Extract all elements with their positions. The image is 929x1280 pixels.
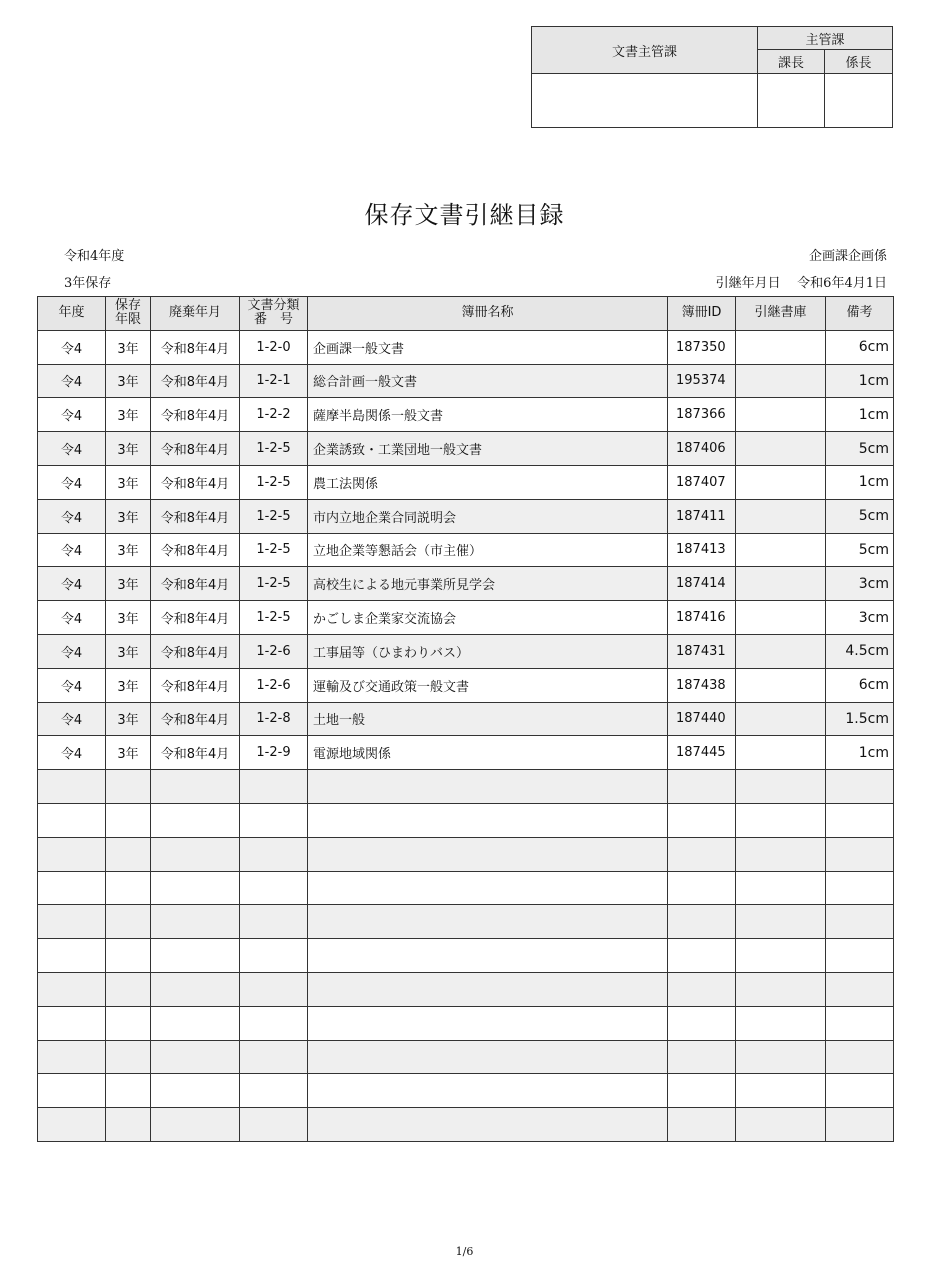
cell-name: かごしま企業家交流協会 <box>308 601 668 635</box>
transfer-date-value: 令和6年4月1日 <box>797 276 887 291</box>
cell-class: 1-2-0 <box>240 330 308 364</box>
transfer-list-table <box>37 296 894 1142</box>
cell-storage <box>736 871 826 905</box>
cell-disposal: 令和8年4月 <box>151 601 240 635</box>
cell-disposal: 令和8年4月 <box>151 736 240 770</box>
cell-id: 187411 <box>668 499 736 533</box>
cell-period <box>106 1006 151 1040</box>
cell-year <box>38 905 106 939</box>
cell-name: 運輸及び交通政策一般文書 <box>308 668 668 702</box>
cell-year: 令4 <box>38 398 106 432</box>
section-chief-label: 課長 <box>758 50 825 74</box>
transfer-date <box>716 272 887 291</box>
cell-storage <box>736 1108 826 1142</box>
cell-id: 187406 <box>668 432 736 466</box>
cell-storage <box>736 634 826 668</box>
cell-disposal: 令和8年4月 <box>151 364 240 398</box>
cell-storage <box>736 601 826 635</box>
cell-storage <box>736 432 826 466</box>
cell-year <box>38 1006 106 1040</box>
sub-chief-stamp-cell <box>825 74 893 128</box>
cell-disposal <box>151 1108 240 1142</box>
cell-id <box>668 1108 736 1142</box>
cell-name: 立地企業等懇話会（市主催） <box>308 533 668 567</box>
cell-disposal <box>151 871 240 905</box>
cell-note <box>826 1006 894 1040</box>
cell-note <box>826 770 894 804</box>
cell-note: 1cm <box>826 398 894 432</box>
cell-period <box>106 1074 151 1108</box>
cell-year: 令4 <box>38 465 106 499</box>
cell-name <box>308 1040 668 1074</box>
cell-class <box>240 905 308 939</box>
cell-year: 令4 <box>38 668 106 702</box>
table-row <box>38 330 894 364</box>
cell-name: 市内立地企業合同説明会 <box>308 499 668 533</box>
table-row <box>38 398 894 432</box>
table-row <box>38 1074 894 1108</box>
cell-disposal <box>151 803 240 837</box>
cell-year <box>38 837 106 871</box>
cell-storage <box>736 939 826 973</box>
table-row <box>38 905 894 939</box>
cell-id <box>668 803 736 837</box>
cell-disposal: 令和8年4月 <box>151 702 240 736</box>
cell-storage <box>736 770 826 804</box>
table-row <box>38 634 894 668</box>
table-row <box>38 972 894 1006</box>
cell-name: 工事届等（ひまわりバス） <box>308 634 668 668</box>
cell-disposal: 令和8年4月 <box>151 499 240 533</box>
cell-class <box>240 803 308 837</box>
cell-id <box>668 770 736 804</box>
cell-year: 令4 <box>38 736 106 770</box>
table-row <box>38 601 894 635</box>
cell-name <box>308 871 668 905</box>
cell-id <box>668 972 736 1006</box>
cell-id: 187350 <box>668 330 736 364</box>
cell-disposal <box>151 972 240 1006</box>
col-header-name: 簿冊名称 <box>308 297 668 331</box>
cell-note: 1cm <box>826 736 894 770</box>
cell-name <box>308 770 668 804</box>
table-row <box>38 736 894 770</box>
cell-period: 3年 <box>106 567 151 601</box>
cell-note: 1.5cm <box>826 702 894 736</box>
cell-name: 企業誘致・工業団地一般文書 <box>308 432 668 466</box>
department: 企画課企画係 <box>808 249 887 264</box>
cell-year <box>38 803 106 837</box>
cell-class: 1-2-6 <box>240 634 308 668</box>
cell-note <box>826 871 894 905</box>
transfer-date-label: 引継年月日 <box>715 276 781 291</box>
cell-period: 3年 <box>106 736 151 770</box>
col-header-class: 文書分類 番 号 <box>240 297 308 331</box>
table-row <box>38 499 894 533</box>
cell-disposal <box>151 1040 240 1074</box>
col-header-note: 備考 <box>826 297 894 331</box>
cell-period: 3年 <box>106 432 151 466</box>
cell-class: 1-2-1 <box>240 364 308 398</box>
cell-year <box>38 939 106 973</box>
cell-class: 1-2-5 <box>240 432 308 466</box>
cell-period: 3年 <box>106 601 151 635</box>
cell-note <box>826 1108 894 1142</box>
cell-storage <box>736 1074 826 1108</box>
cell-note: 6cm <box>826 668 894 702</box>
cell-period: 3年 <box>106 465 151 499</box>
cell-note: 1cm <box>826 465 894 499</box>
cell-name <box>308 905 668 939</box>
cell-note <box>826 837 894 871</box>
cell-name: 土地一般 <box>308 702 668 736</box>
cell-disposal <box>151 837 240 871</box>
table-row <box>38 939 894 973</box>
cell-year: 令4 <box>38 330 106 364</box>
cell-storage <box>736 1006 826 1040</box>
cell-class <box>240 939 308 973</box>
cell-class <box>240 972 308 1006</box>
cell-storage <box>736 465 826 499</box>
cell-note: 1cm <box>826 364 894 398</box>
cell-period: 3年 <box>106 398 151 432</box>
cell-id: 187416 <box>668 601 736 635</box>
cell-class <box>240 1108 308 1142</box>
col-header-disposal: 廃棄年月 <box>151 297 240 331</box>
cell-period <box>106 803 151 837</box>
cell-id: 187431 <box>668 634 736 668</box>
table-row <box>38 803 894 837</box>
cell-id: 187445 <box>668 736 736 770</box>
cell-class: 1-2-6 <box>240 668 308 702</box>
cell-id <box>668 1074 736 1108</box>
cell-class: 1-2-9 <box>240 736 308 770</box>
cell-note: 6cm <box>826 330 894 364</box>
table-row <box>38 364 894 398</box>
doc-manager-dept-label: 文書主管課 <box>532 27 758 74</box>
section-chief-stamp-cell <box>758 74 825 128</box>
cell-disposal: 令和8年4月 <box>151 465 240 499</box>
cell-storage <box>736 837 826 871</box>
cell-period <box>106 1108 151 1142</box>
cell-period: 3年 <box>106 702 151 736</box>
cell-note: 5cm <box>826 533 894 567</box>
cell-storage <box>736 364 826 398</box>
cell-note: 4.5cm <box>826 634 894 668</box>
table-header-row <box>38 297 894 331</box>
cell-class <box>240 1074 308 1108</box>
cell-storage <box>736 499 826 533</box>
table-row <box>38 871 894 905</box>
col-header-period: 保存 年限 <box>106 297 151 331</box>
cell-note: 5cm <box>826 432 894 466</box>
cell-id: 195374 <box>668 364 736 398</box>
cell-name <box>308 1108 668 1142</box>
cell-disposal: 令和8年4月 <box>151 533 240 567</box>
cell-period: 3年 <box>106 330 151 364</box>
cell-name <box>308 972 668 1006</box>
cell-class: 1-2-5 <box>240 465 308 499</box>
managing-dept-label: 主管課 <box>758 27 893 50</box>
cell-disposal: 令和8年4月 <box>151 668 240 702</box>
cell-year <box>38 1074 106 1108</box>
table-row <box>38 668 894 702</box>
cell-note: 3cm <box>826 567 894 601</box>
cell-period <box>106 837 151 871</box>
cell-period <box>106 770 151 804</box>
cell-storage <box>736 702 826 736</box>
cell-class <box>240 837 308 871</box>
cell-year: 令4 <box>38 601 106 635</box>
table-row <box>38 567 894 601</box>
cell-name: 電源地域関係 <box>308 736 668 770</box>
cell-storage <box>736 905 826 939</box>
cell-disposal: 令和8年4月 <box>151 330 240 364</box>
cell-period <box>106 939 151 973</box>
cell-id: 187438 <box>668 668 736 702</box>
cell-storage <box>736 972 826 1006</box>
cell-period: 3年 <box>106 499 151 533</box>
cell-disposal: 令和8年4月 <box>151 634 240 668</box>
cell-note: 3cm <box>826 601 894 635</box>
retention-period: 3年保存 <box>64 276 112 291</box>
cell-period <box>106 972 151 1006</box>
cell-storage <box>736 803 826 837</box>
cell-note <box>826 803 894 837</box>
col-header-storage: 引継書庫 <box>736 297 826 331</box>
cell-year <box>38 972 106 1006</box>
cell-storage <box>736 330 826 364</box>
sub-chief-label: 係長 <box>825 50 893 74</box>
cell-year: 令4 <box>38 432 106 466</box>
cell-storage <box>736 533 826 567</box>
cell-year <box>38 770 106 804</box>
cell-class: 1-2-8 <box>240 702 308 736</box>
cell-name: 総合計画一般文書 <box>308 364 668 398</box>
table-row <box>38 533 894 567</box>
cell-class: 1-2-5 <box>240 601 308 635</box>
cell-period <box>106 905 151 939</box>
cell-class <box>240 871 308 905</box>
cell-disposal <box>151 905 240 939</box>
cell-note <box>826 1040 894 1074</box>
cell-year <box>38 1040 106 1074</box>
cell-id <box>668 939 736 973</box>
table-row <box>38 1108 894 1142</box>
page-title: 保存文書引継目録 <box>364 201 565 229</box>
cell-year: 令4 <box>38 533 106 567</box>
table-row <box>38 465 894 499</box>
cell-class <box>240 770 308 804</box>
cell-storage <box>736 668 826 702</box>
cell-name <box>308 1006 668 1040</box>
page-number: 1/6 <box>455 1245 474 1258</box>
cell-name <box>308 939 668 973</box>
table-row <box>38 837 894 871</box>
cell-name <box>308 1074 668 1108</box>
cell-period: 3年 <box>106 668 151 702</box>
cell-disposal <box>151 939 240 973</box>
cell-year: 令4 <box>38 364 106 398</box>
cell-name <box>308 837 668 871</box>
cell-id: 187414 <box>668 567 736 601</box>
table-row <box>38 702 894 736</box>
table-row <box>38 1006 894 1040</box>
cell-storage <box>736 1040 826 1074</box>
cell-year: 令4 <box>38 634 106 668</box>
cell-note <box>826 1074 894 1108</box>
cell-note <box>826 905 894 939</box>
cell-name: 高校生による地元事業所見学会 <box>308 567 668 601</box>
cell-id <box>668 905 736 939</box>
col-header-year: 年度 <box>38 297 106 331</box>
cell-id <box>668 1040 736 1074</box>
cell-class <box>240 1040 308 1074</box>
cell-class: 1-2-2 <box>240 398 308 432</box>
cell-id <box>668 871 736 905</box>
cell-id: 187407 <box>668 465 736 499</box>
cell-class: 1-2-5 <box>240 533 308 567</box>
cell-name: 農工法関係 <box>308 465 668 499</box>
cell-year <box>38 1108 106 1142</box>
cell-disposal <box>151 1006 240 1040</box>
cell-disposal: 令和8年4月 <box>151 398 240 432</box>
cell-disposal <box>151 1074 240 1108</box>
table-row <box>38 770 894 804</box>
cell-storage <box>736 398 826 432</box>
cell-name: 薩摩半島関係一般文書 <box>308 398 668 432</box>
table-row <box>38 432 894 466</box>
approval-box <box>531 26 893 128</box>
table-row <box>38 1040 894 1074</box>
cell-year: 令4 <box>38 702 106 736</box>
cell-id: 187413 <box>668 533 736 567</box>
cell-year <box>38 871 106 905</box>
cell-period <box>106 871 151 905</box>
cell-period: 3年 <box>106 364 151 398</box>
cell-class: 1-2-5 <box>240 499 308 533</box>
cell-note <box>826 972 894 1006</box>
cell-storage <box>736 736 826 770</box>
cell-class <box>240 1006 308 1040</box>
cell-storage <box>736 567 826 601</box>
doc-manager-stamp-cell <box>532 74 758 128</box>
cell-note: 5cm <box>826 499 894 533</box>
cell-id <box>668 1006 736 1040</box>
cell-period: 3年 <box>106 533 151 567</box>
cell-disposal: 令和8年4月 <box>151 432 240 466</box>
cell-name: 企画課一般文書 <box>308 330 668 364</box>
cell-name <box>308 803 668 837</box>
col-header-id: 簿冊ID <box>668 297 736 331</box>
fiscal-year: 令和4年度 <box>64 249 125 264</box>
cell-id <box>668 837 736 871</box>
cell-disposal <box>151 770 240 804</box>
cell-year: 令4 <box>38 567 106 601</box>
cell-class: 1-2-5 <box>240 567 308 601</box>
cell-period: 3年 <box>106 634 151 668</box>
cell-id: 187366 <box>668 398 736 432</box>
cell-year: 令4 <box>38 499 106 533</box>
cell-disposal: 令和8年4月 <box>151 567 240 601</box>
cell-note <box>826 939 894 973</box>
cell-id: 187440 <box>668 702 736 736</box>
cell-period <box>106 1040 151 1074</box>
